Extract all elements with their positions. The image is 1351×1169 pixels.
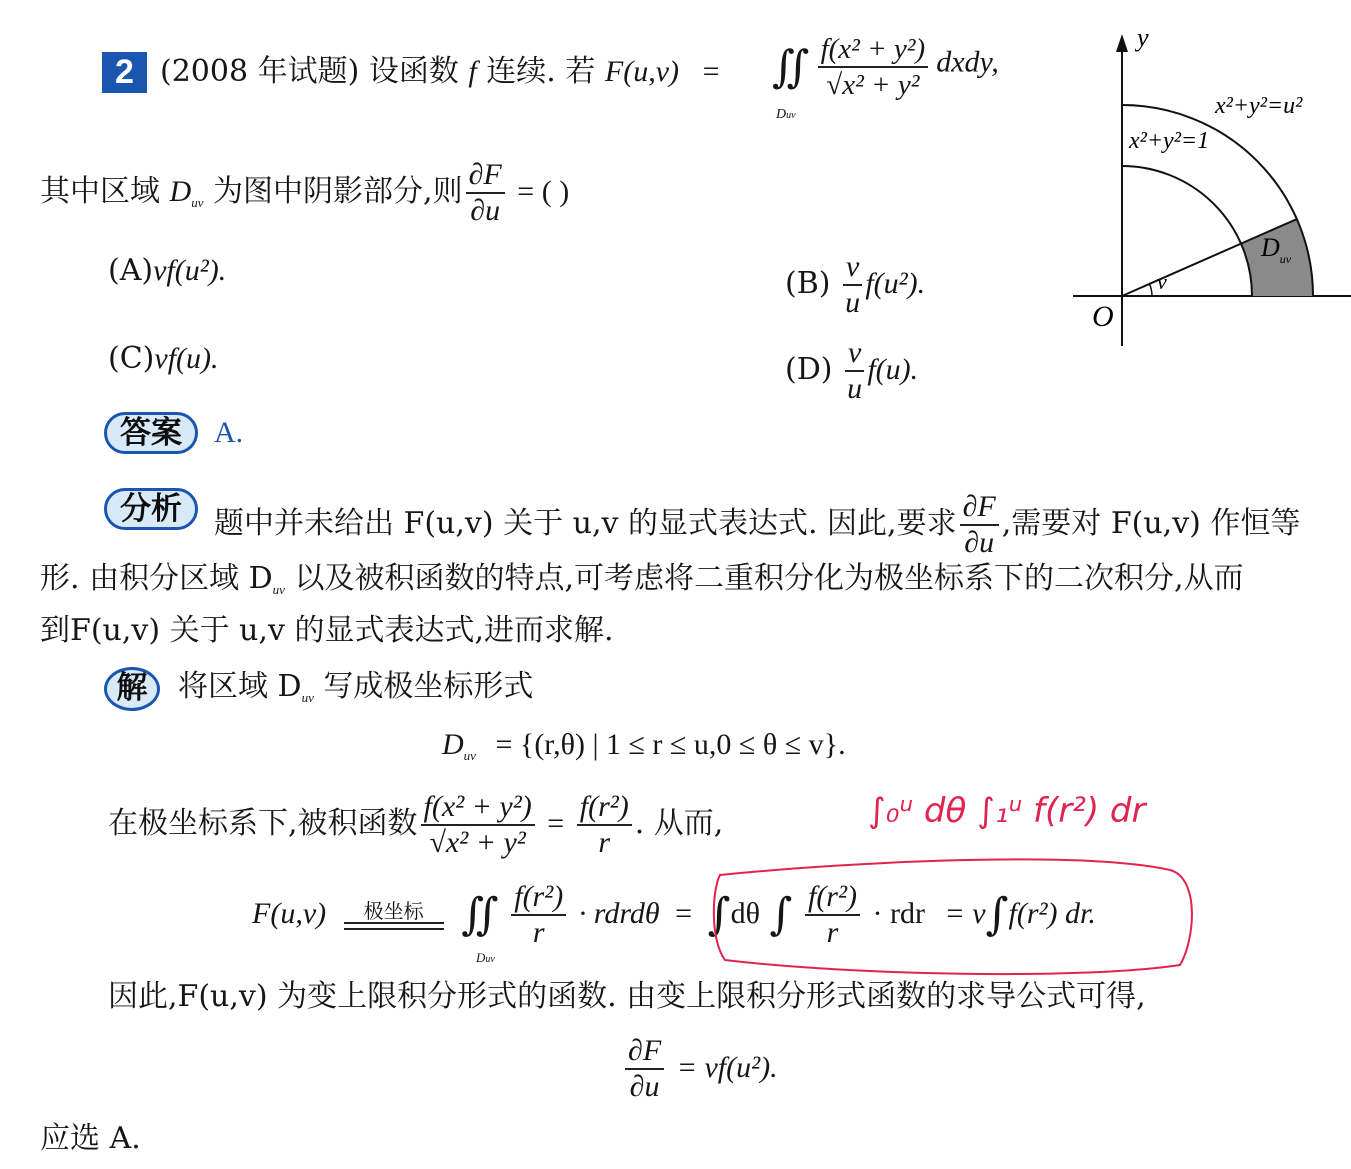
y-axis-arrow <box>1116 34 1128 52</box>
region-definition: $D_{uv} = \{(r,\theta)$ | 1 ≤ r ≤ u,0 ≤ θ ≤ v}. <box>442 728 846 763</box>
inner-circle-label: x²+y²=1 <box>1129 128 1210 154</box>
problem-integral: ∬ $\frac{\text{f(x² + y²)}}{\text{√x² + y²}}$ dxdy, <box>772 33 999 101</box>
option-c[interactable]: (C)vf(u). <box>108 341 219 376</box>
choose-line: 应选 A. <box>40 1121 141 1156</box>
y-axis-label: y <box>1137 28 1149 52</box>
inner-arc <box>1122 166 1252 296</box>
dF-du-fraction: $\frac{\partial F}{\partial u}$ <box>466 158 505 228</box>
conclusion-line: 因此,F(u,v) 为变上限积分形式的函数. 由变上限积分形式函数的求导公式可得, <box>108 979 1146 1014</box>
double-integral-region: Duv <box>476 950 495 965</box>
double-integral-symbol: ∬ <box>772 41 810 93</box>
region-figure <box>1065 28 1351 348</box>
angle-label: v <box>1157 269 1167 294</box>
answer-value: A. <box>214 416 244 449</box>
integrand-fraction: $\frac{\text{f(x² + y²)}}{\text{√x² + y²}}$ <box>818 32 929 102</box>
problem-line-2: 其中区域 $D_{uv}$ 为图中阴影部分,则 $\frac{\partial F}{\partial u}$ = ( ) <box>40 158 570 227</box>
analysis-line-3: 到F(u,v) 关于 u,v 的显式表达式,进而求解. <box>40 613 614 648</box>
handwriting-box <box>714 859 1192 974</box>
option-b[interactable]: (B) $\frac{v}{u}$ f(u²). <box>785 250 926 319</box>
answer-tag: 答案 <box>104 412 198 454</box>
analysis-line-1: 题中并未给出 F(u,v) 关于 u,v 的显式表达式. 因此,要求 $\frac{\partial F}{\partial u}$ ,需要对 F(u,v) 作恒等 <box>214 490 1301 559</box>
problem-statement: (2008 年试题) 设函数 f 连续. 若 F(u,v) = <box>160 54 720 89</box>
integral-region-label: Duv <box>776 107 796 122</box>
option-a[interactable]: (A)vf(u²). <box>108 253 227 288</box>
solution-intro: 将区域 $D_{uv}$ 写成极坐标形式 <box>178 669 534 705</box>
question-number: 2 <box>102 52 147 93</box>
outer-circle-label: x²+y²=u² <box>1215 93 1303 119</box>
angle-arc <box>1149 283 1152 296</box>
polar-equals: 极坐标 <box>344 900 444 930</box>
polar-integrand-line: 在极坐标系下,被积函数 $\frac{\text{f(x² + y²)}}{\text{√x² + y²}}$ = $\frac{\text{f(r²)}}{r}$ . 从而, <box>108 790 724 859</box>
handwriting-layer <box>700 770 1220 985</box>
analysis-tag: 分析 <box>104 488 198 530</box>
option-d[interactable]: (D) $\frac{v}{u}$ f(u). <box>785 336 919 405</box>
handwriting-note: ∫₀ᵘ dθ ∫₁ᵘ f(r²) dr <box>868 791 1146 831</box>
solution-tag: 解 <box>104 667 160 711</box>
analysis-line-2: 形. 由积分区域 $D_{uv}$ 以及被积函数的特点,可考虑将二重积分化为极坐标系下的二次积分,从而 <box>40 561 1244 597</box>
result-equation: $\frac{\partial F}{\partial u}$ = vf(u²). <box>622 1034 778 1104</box>
region-label: $D_{uv}$ <box>1261 233 1292 266</box>
origin-label: O <box>1092 300 1114 333</box>
derivation-line: F(u,v) 极坐标 ∬ $\frac{\text{f(r²)}}{r}$ · rdrdθ = ∫dθ ∫ $\frac{\text{f(r²)}}{r}$ · rdr = v∫f(r²) dr. <box>252 880 1096 949</box>
